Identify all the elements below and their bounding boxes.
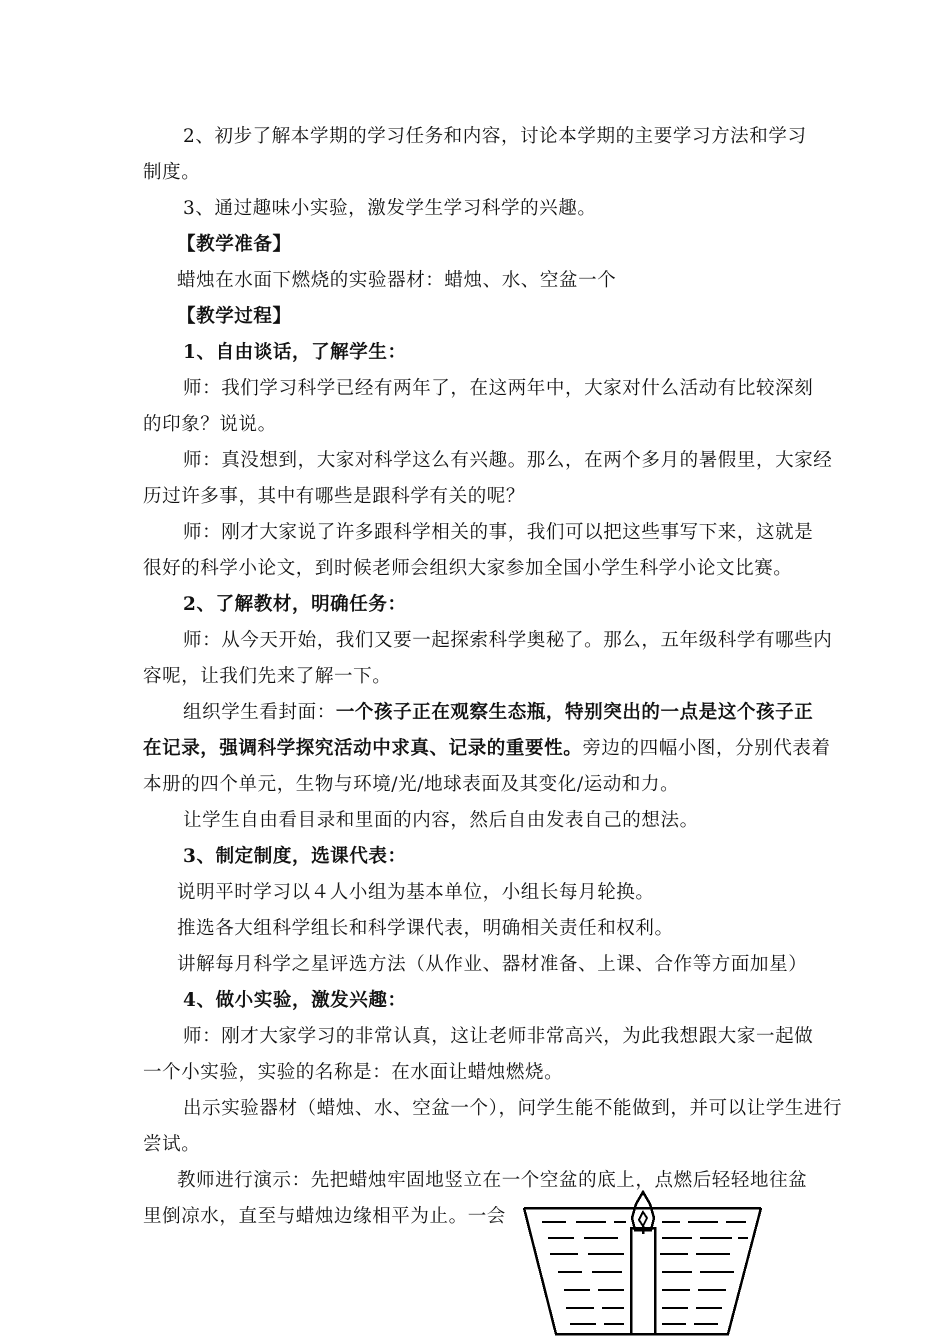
paragraph-line: 的印象？说说。 xyxy=(143,414,277,435)
objective-2-line-1: 2、初步了解本学期的学习任务和内容，讨论本学期的主要学习方法和学习 xyxy=(183,126,807,147)
step-4-heading: 4、做小实验，激发兴趣： xyxy=(183,990,407,1011)
paragraph-line: 容呢，让我们先来了解一下。 xyxy=(143,666,392,687)
preparation-text: 蜡烛在水面下燃烧的实验器材：蜡烛、水、空盆一个 xyxy=(177,270,617,291)
cover-intro: 组织学生看封面： xyxy=(183,702,336,723)
paragraph-line: 里倒凉水，直至与蜡烛边缘相平为止。一会 xyxy=(143,1206,506,1227)
candle-basin-illustration xyxy=(520,1188,765,1340)
paragraph-line: 师：刚才大家说了许多跟科学相关的事，我们可以把这些事写下来，这就是 xyxy=(183,522,814,543)
cover-line-2 xyxy=(143,736,831,762)
cover-line-3: 本册的四个单元，生物与环境/光/地球表面及其变化/运动和力。 xyxy=(143,774,680,795)
paragraph-line: 推选各大组科学组长和科学课代表，明确相关责任和权利。 xyxy=(177,918,674,939)
cover-emphasis-1: 一个孩子正在观察生态瓶，特别突出的一点是这个孩子正 xyxy=(335,702,814,723)
step-1-heading: 1、自由谈话，了解学生： xyxy=(183,342,407,363)
water-dashes xyxy=(542,1222,748,1324)
cover-emphasis-2: 在记录，强调科学探究活动中求真、记录的重要性。 xyxy=(143,738,583,759)
heading-process: 【教学过程】 xyxy=(177,306,292,327)
step-3-heading: 3、制定制度，选课代表： xyxy=(183,846,407,867)
paragraph-line: 尝试。 xyxy=(143,1134,201,1155)
objective-2-line-2: 制度。 xyxy=(143,162,201,183)
paragraph-line: 让学生自由看目录和里面的内容，然后自由发表自己的想法。 xyxy=(183,810,699,831)
paragraph-line: 师：我们学习科学已经有两年了，在这两年中，大家对什么活动有比较深刻 xyxy=(183,378,814,399)
paragraph-line: 教师进行演示：先把蜡烛牢固地竖立在一个空盆的底上，点燃后轻轻地往盆 xyxy=(177,1170,808,1191)
cover-text: 旁边的四幅小图，分别代表着 xyxy=(582,738,831,759)
paragraph-line: 一个小实验，实验的名称是：在水面让蜡烛燃烧。 xyxy=(143,1062,564,1083)
paragraph-line: 师：真没想到，大家对科学这么有兴趣。那么，在两个多月的暑假里，大家经 xyxy=(183,450,833,471)
paragraph-line: 很好的科学小论文，到时候老师会组织大家参加全国小学生科学小论文比赛。 xyxy=(143,558,793,579)
paragraph-line: 师：刚才大家学习的非常认真，这让老师非常高兴，为此我想跟大家一起做 xyxy=(183,1026,814,1047)
paragraph-line: 历过许多事，其中有哪些是跟科学有关的呢？ xyxy=(143,486,526,507)
cover-line-1 xyxy=(183,700,813,726)
paragraph-line: 讲解每月科学之星评选方法（从作业、器材准备、上课、合作等方面加星） xyxy=(177,954,808,975)
paragraph-line: 出示实验器材（蜡烛、水、空盆一个），问学生能不能做到，并可以让学生进行 xyxy=(183,1098,843,1119)
paragraph-line: 师：从今天开始，我们又要一起探索科学奥秘了。那么，五年级科学有哪些内 xyxy=(183,630,833,651)
heading-preparation: 【教学准备】 xyxy=(177,234,292,255)
candle xyxy=(631,1228,655,1334)
step-2-heading: 2、了解教材，明确任务： xyxy=(183,594,407,615)
paragraph-line: 说明平时学习以４人小组为基本单位，小组长每月轮换。 xyxy=(177,882,655,903)
objective-3: 3、通过趣味小实验，激发学生学习科学的兴趣。 xyxy=(183,198,597,219)
